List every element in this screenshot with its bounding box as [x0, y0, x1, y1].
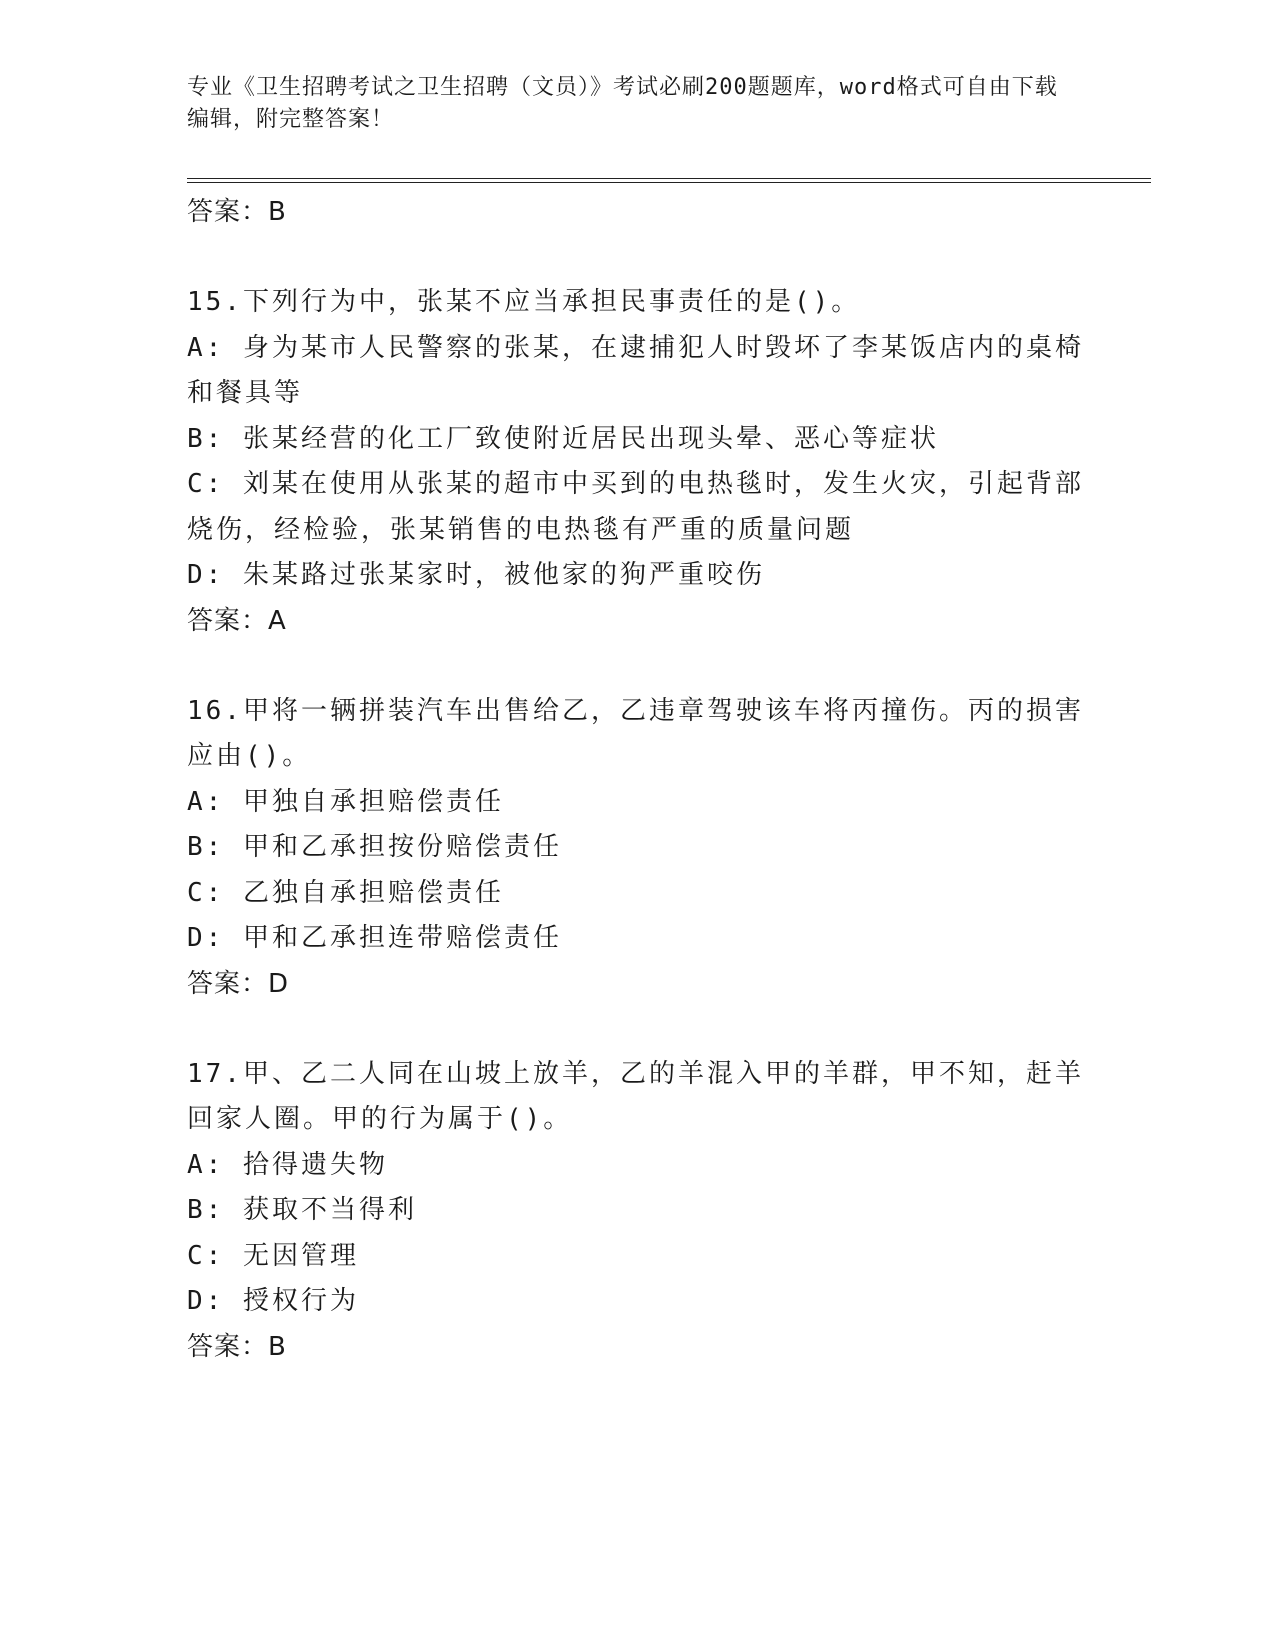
option-d: D: 甲和乙承担连带赔偿责任 — [187, 923, 562, 953]
question-stem: 16.甲将一辆拼装汽车出售给乙，乙违章驾驶该车将丙撞伤。丙的损害应由()。 — [187, 695, 1084, 771]
option-c: C: 刘某在使用从张某的超市中买到的电热毯时，发生火灾，引起背部烧伤，经检验，张某销售的电热毯有严重的质量问题 — [187, 469, 1084, 545]
question-stem: 17.甲、乙二人同在山坡上放羊，乙的羊混入甲的羊群，甲不知，赶羊回家人圈。甲的行为属于()。 — [187, 1058, 1084, 1134]
answer-line: 答案：D — [187, 968, 290, 999]
option-c: C: 乙独自承担赔偿责任 — [187, 877, 504, 908]
option-a: A: 身为某市人民警察的张某，在逮捕犯人时毁坏了李某饭店内的桌椅和餐具等 — [187, 332, 1084, 408]
option-a: A: 甲独自承担赔偿责任 — [187, 786, 504, 817]
answer-line: 答案：B — [187, 197, 287, 227]
document-body — [187, 190, 1087, 1370]
option-b: B: 张某经营的化工厂致使附近居民出现头晕、恶心等症状 — [187, 423, 939, 454]
question-stem: 15.下列行为中，张某不应当承担民事责任的是()。 — [187, 287, 861, 317]
option-d: D: 授权行为 — [187, 1286, 359, 1316]
question-15 — [187, 280, 1087, 644]
option-a: A: 拾得遗失物 — [187, 1149, 388, 1180]
option-c: C: 无因管理 — [187, 1240, 359, 1271]
option-d: D: 朱某路过张某家时，被他家的狗严重咬伤 — [187, 560, 765, 590]
question-17 — [187, 1052, 1087, 1370]
option-b: B: 甲和乙承担按份赔偿责任 — [187, 832, 562, 862]
document-header: 专业《卫生招聘考试之卫生招聘（文员）》考试必刷200题题库，word格式可自由下载编辑，附完整答案！ — [187, 75, 1058, 132]
question-16 — [187, 689, 1087, 1007]
header-divider-bottom — [187, 182, 1151, 183]
header-divider-top — [187, 178, 1151, 179]
answer-line: 答案：B — [187, 1331, 287, 1362]
option-b: B: 获取不当得利 — [187, 1195, 417, 1225]
answer-line: 答案：A — [187, 605, 287, 636]
